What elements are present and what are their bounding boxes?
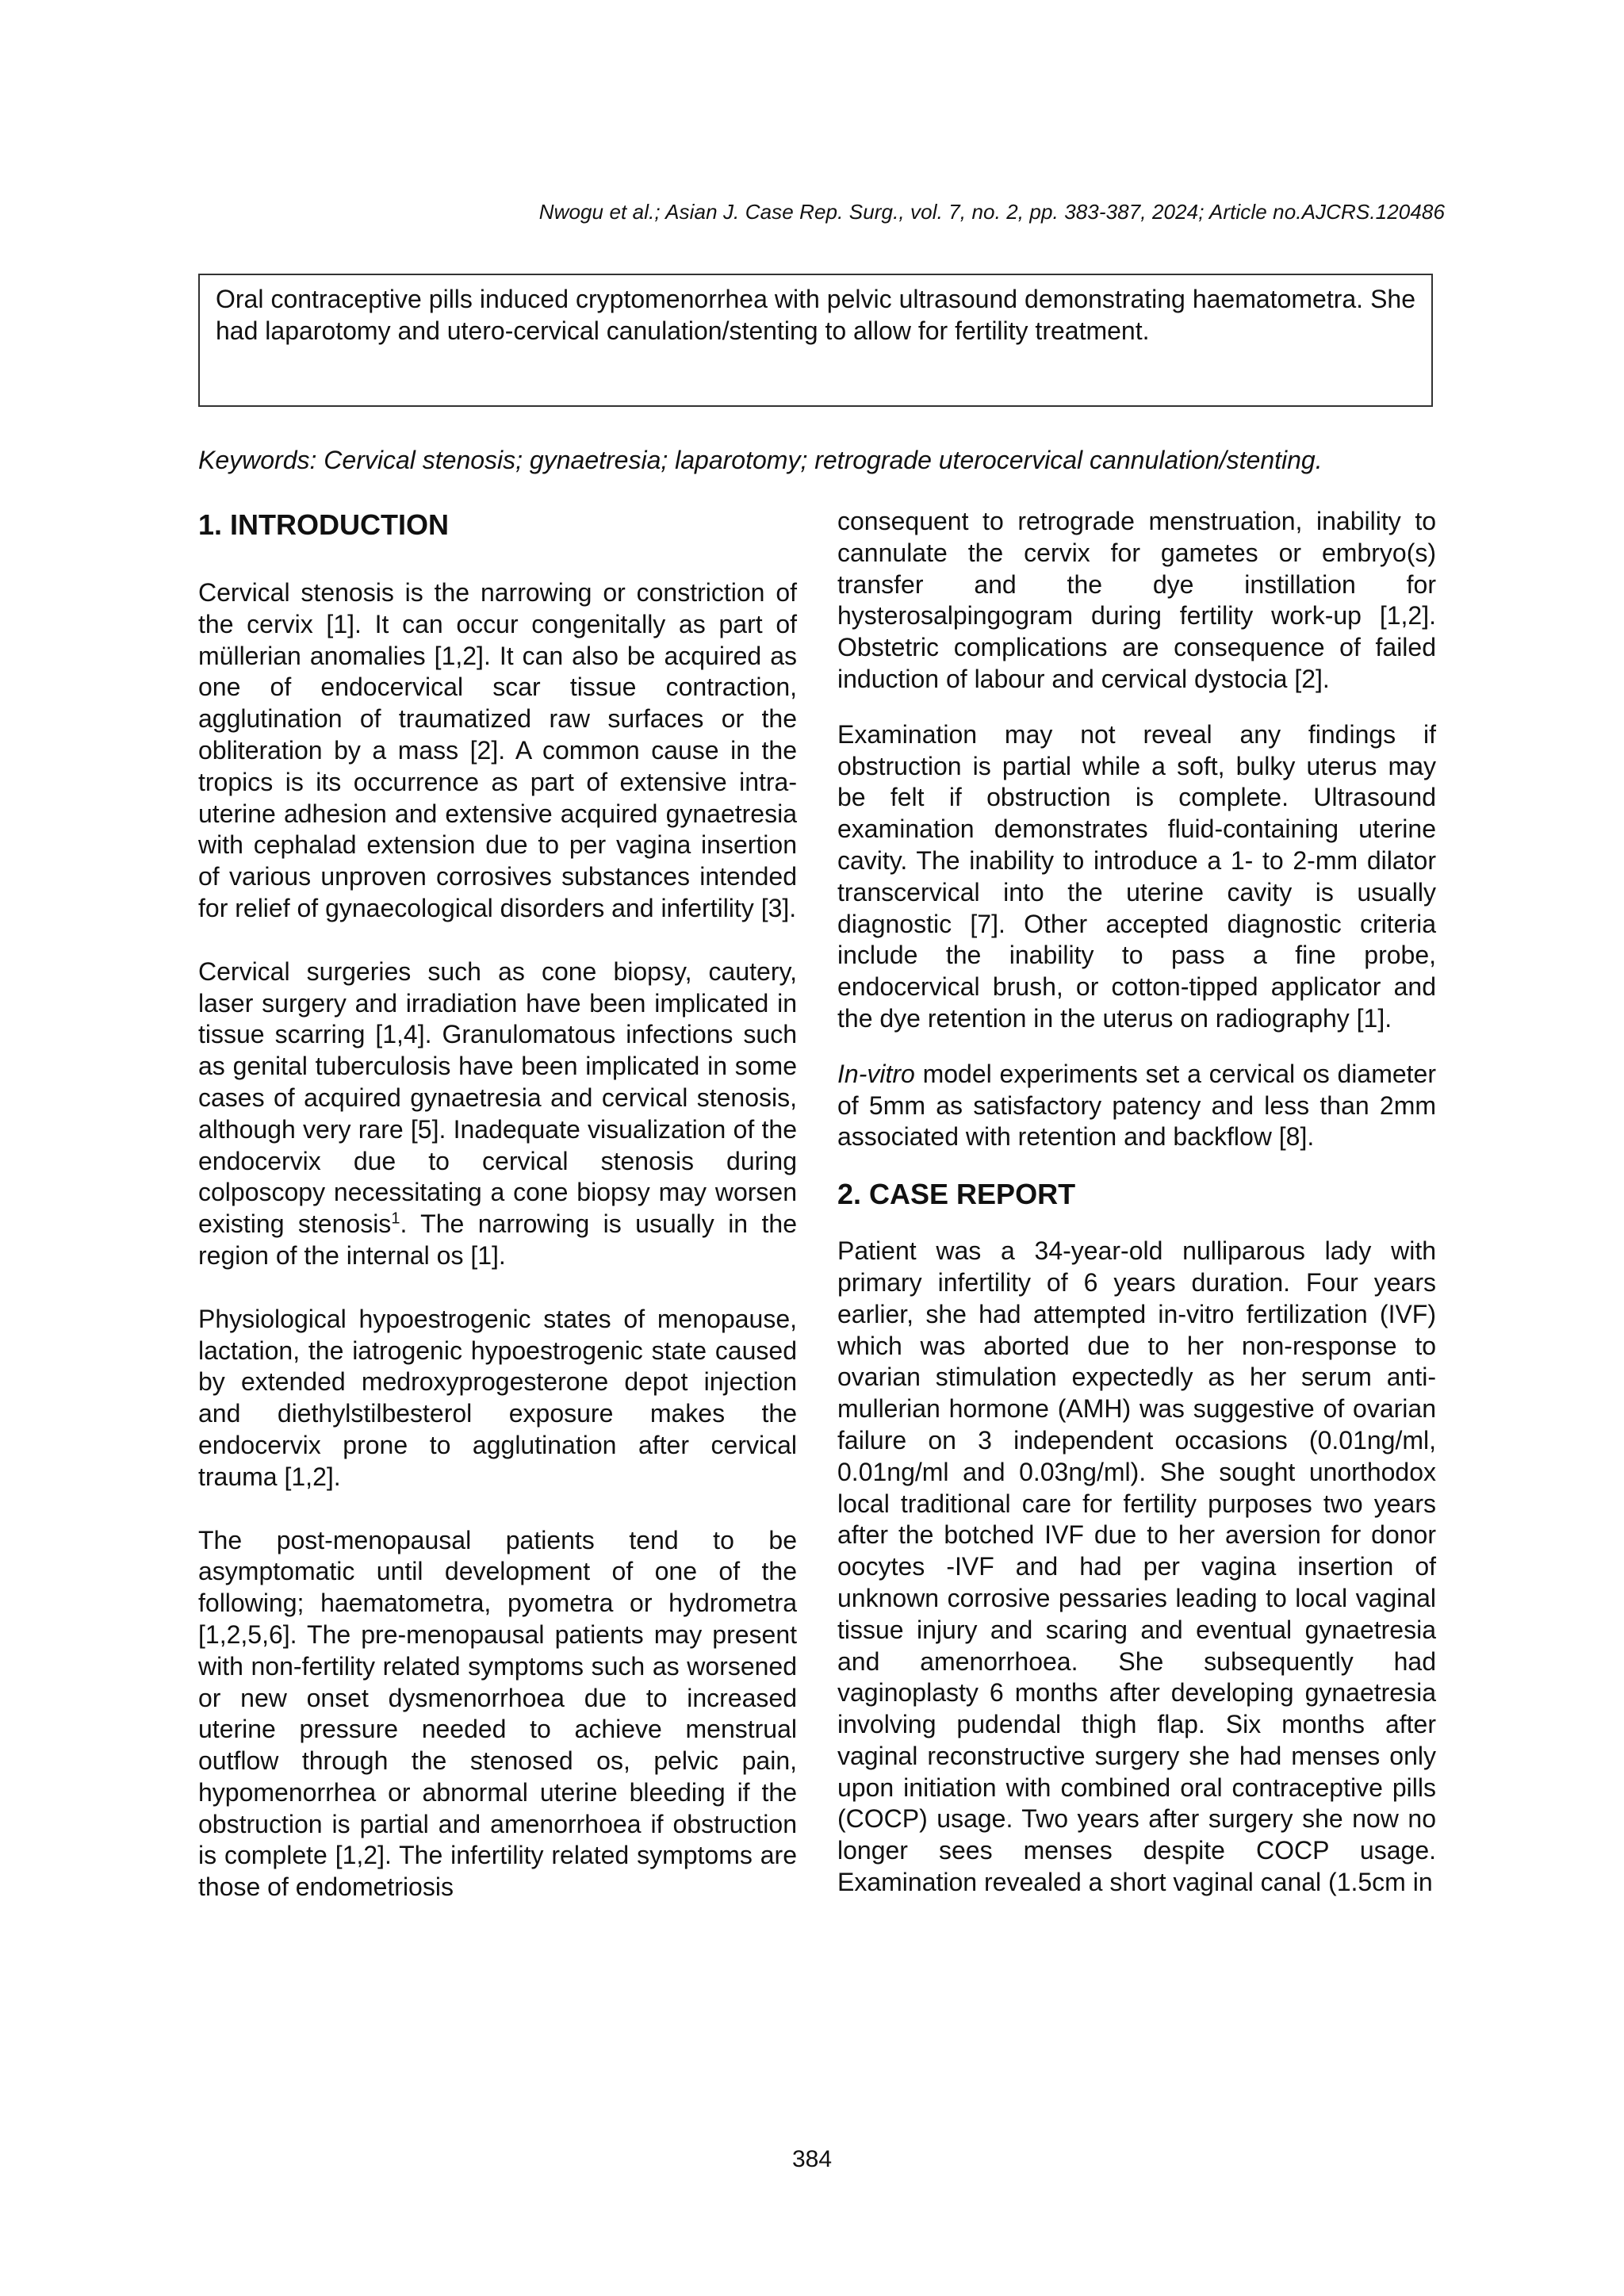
intro-paragraph-1: Cervical stenosis is the narrowing or constriction of the cervix [1]. It can occur congenitally as part of müllerian anomalies [1,2]. It can also be acquired as one of endocervical scar tissue contraction, agglutination of traumatized raw surfaces or the obliteration by a mass [2]. A common cause in the tropics is its occurrence as part of extensive intra-uterine adhesion and extensive acquired gynaetresia with cephalad extension due to per vagina insertion of various unproven corrosives substances intended for relief of gynaecological disorders and infertility [3]. xyxy=(198,578,797,922)
intro-paragraph-3: Physiological hypoestrogenic states of menopause, lactation, the iatrogenic hypoestrogenic state caused by extended medroxyprogesterone depot injection and diethylstilbesterol exposure makes the endocervix prone to agglutination after cervical trauma [1,2]. xyxy=(198,1304,797,1491)
in-vitro-term: In-vitro xyxy=(837,1059,915,1088)
case-report-heading: 2. CASE REPORT xyxy=(837,1178,1076,1211)
running-head: Nwogu et al.; Asian J. Case Rep. Surg., vol. 7, no. 2, pp. 383-387, 2024; Article no.AJCRS.120486 xyxy=(538,200,1445,224)
abstract-box xyxy=(198,274,1433,407)
page-number: 384 xyxy=(791,2146,833,2172)
keywords: Keywords: Cervical stenosis; gynaetresia; laparotomy; retrograde uterocervical cannulation/stenting. xyxy=(198,446,1323,474)
right-column xyxy=(837,508,1436,1899)
intro-paragraph-6: Examination may not reveal any findings if obstruction is partial while a soft, bulky uterus may be felt if obstruction is complete. Ultrasound examination demonstrates fluid-containing uterine cavity. The inability to introduce a 1- to 2-mm dilator transcervical into the uterine cavity is usually diagnostic [7]. Other accepted diagnostic criteria include the inability to pass a fine probe, endocervical brush, or cotton-tipped applicator and the dye retention in the uterus on radiography [1]. xyxy=(837,719,1436,1033)
intro-paragraph-7-rest: model experiments set a cervical os diameter of 5mm as satisfactory patency and less than 2mm associated with retention and backflow [8]. xyxy=(837,1059,1436,1152)
intro-paragraph-2-tail: . The narrowing is usually in the region of the internal os [1]. xyxy=(198,1209,798,1270)
intro-paragraph-7 xyxy=(837,1059,1436,1153)
intro-paragraph-2-main: Cervical surgeries such as cone biopsy, cautery, laser surgery and irradiation have been implicated in tissue scarring [1,4]. Granulomatous infections such as genital tuberculosis have been implicated in some cases of acquired gynaetresia and cervical stenosis, although very rare [5]. Inadequate visualization of the endocervix due to cervical stenosis during colposcopy necessitating a cone biopsy may worsen existing stenosis xyxy=(198,956,797,1239)
abstract-text: Oral contraceptive pills induced cryptomenorrhea with pelvic ultrasound demonstrating haematometra. She had laparotomy and utero-cervical canulation/stenting to allow for fertility treatment. xyxy=(216,285,1415,345)
case-paragraph-1: Patient was a 34-year-old nulliparous lady with primary infertility of 6 years duration. Four years earlier, she had attempted in-vitro fertilization (IVF) which was aborted due to her non-response to ovarian stimulation expectedly as her serum anti-mullerian hormone (AMH) was suggestive of ovarian failure on 3 independent occasions (0.01ng/ml, 0.01ng/ml and 0.03ng/ml). She sought unorthodox local traditional care for fertility purposes two years after the botched IVF due to her aversion for donor oocytes -IVF and had per vagina insertion of unknown corrosive pessaries leading to local vaginal tissue injury and scaring and eventual gynaetresia and amenorrhoea. She subsequently had vaginoplasty 6 months after developing gynaetresia involving pudendal thigh flap. Six months after vaginal reconstructive surgery she had menses only upon initiation with combined oral contraceptive pills (COCP) usage. Two years after surgery she now no longer sees menses despite COCP usage. Examination revealed a short vaginal canal (1.5cm in xyxy=(837,1236,1436,1897)
introduction-heading: 1. INTRODUCTION xyxy=(198,508,450,541)
footnote-ref: 1 xyxy=(391,1209,400,1228)
intro-paragraph-4: The post-menopausal patients tend to be asymptomatic until development of one of the following; haematometra, pyometra or hydrometra [1,2,5,6]. The pre-menopausal patients may present with non-fertility related symptoms such as worsened or new onset dysmenorrhoea due to increased uterine pressure needed to achieve menstrual outflow through the stenosed os, pelvic pain, hypomenorrhea or abnormal uterine bleeding if the obstruction is partial and amenorrhoea if obstruction is complete [1,2]. The infertility related symptoms are those of endometriosis xyxy=(198,1525,797,1902)
intro-paragraph-2 xyxy=(198,956,797,1272)
left-column xyxy=(198,508,797,1903)
intro-paragraph-5: consequent to retrograde menstruation, inability to cannulate the cervix for gametes or embryo(s) transfer and the dye instillation for hysterosalpingogram during fertility work-up [1,2]. Obstetric complications are consequence of failed induction of labour and cervical dystocia [2]. xyxy=(837,507,1436,693)
